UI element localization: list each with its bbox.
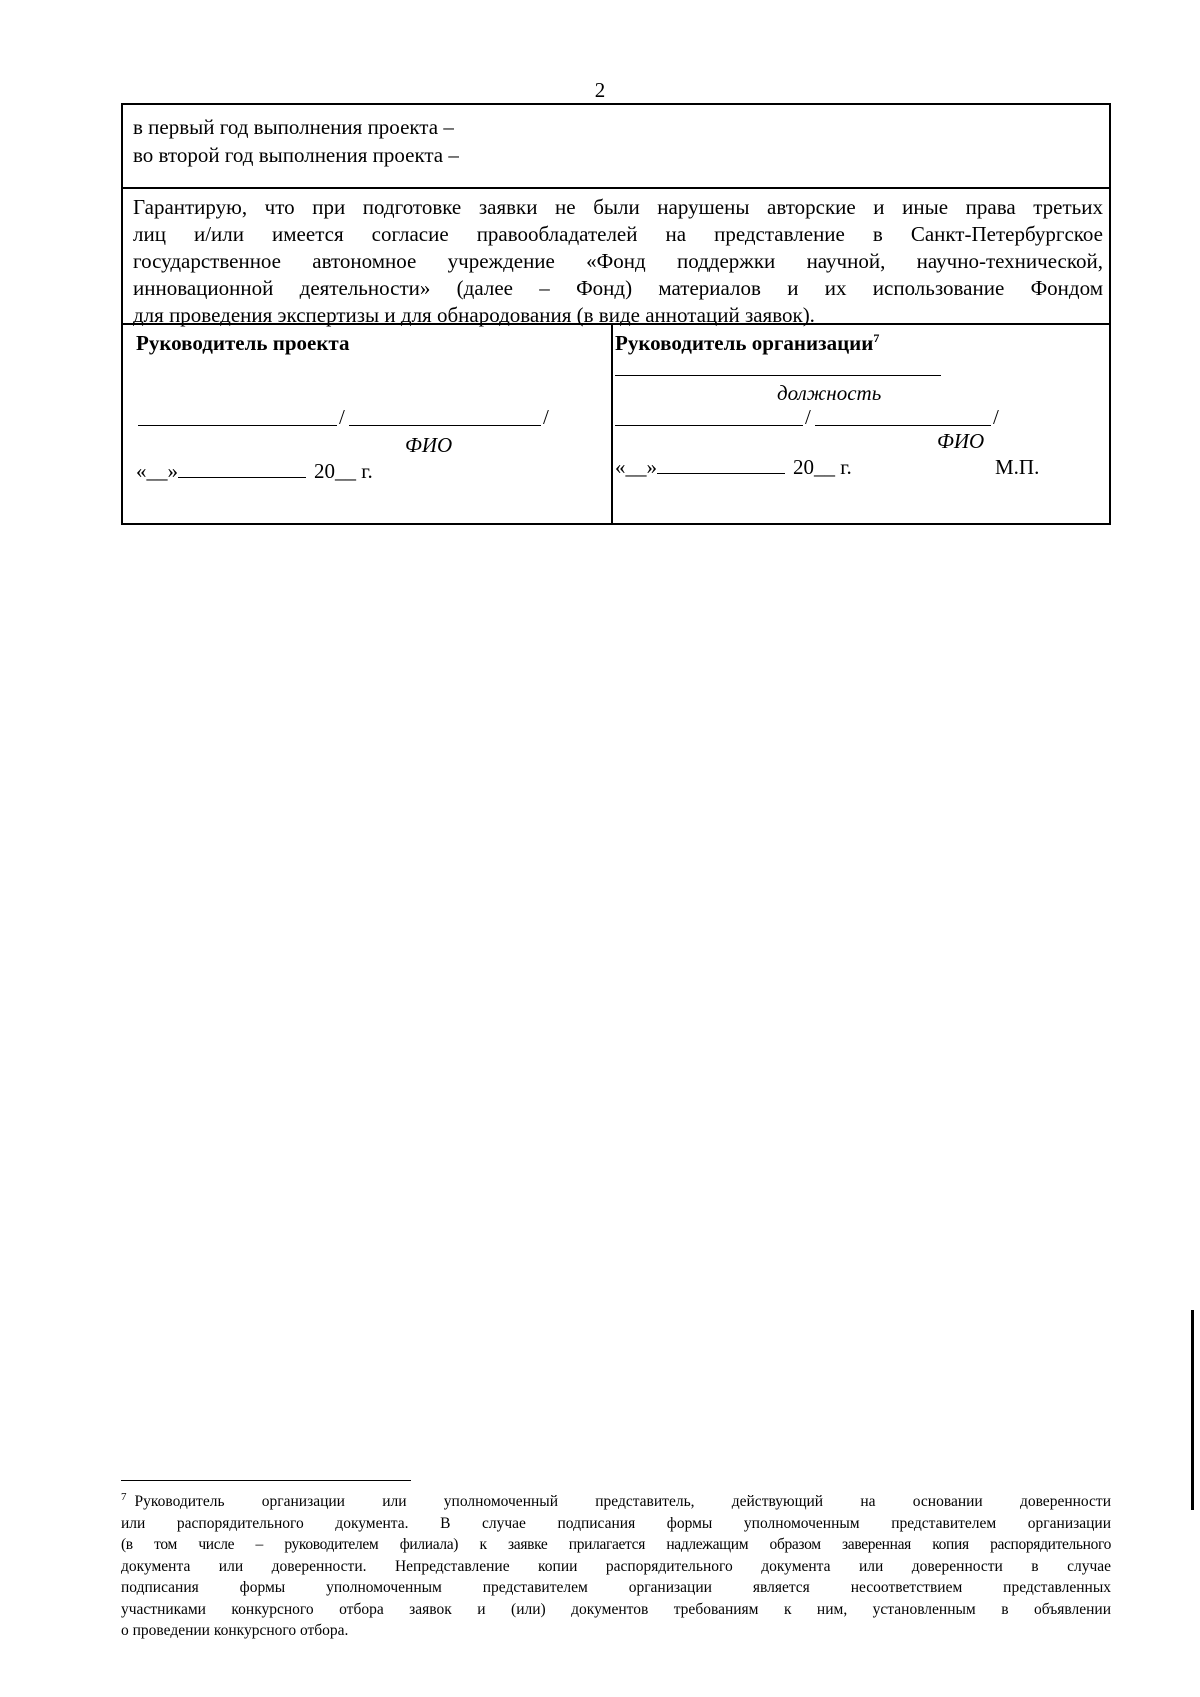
footnote-separator bbox=[121, 1480, 411, 1481]
signature-line bbox=[138, 425, 337, 426]
guarantee-line: государственное автономное учреждение «Фонд поддержки научной, научно-технической, bbox=[133, 249, 1103, 273]
signature-line bbox=[615, 425, 803, 426]
footnote-line: о проведении конкурсного отбора. bbox=[121, 1622, 349, 1639]
date-day: «__» bbox=[615, 455, 657, 479]
footnote-line: подписания формы уполномоченным представителем организации является несоответствием представленных bbox=[121, 1579, 1111, 1596]
guarantee-line: Гарантирую, что при подготовке заявки не были нарушены авторские и иные права третьих bbox=[133, 195, 1103, 219]
project-head-title: Руководитель проекта bbox=[136, 331, 350, 355]
signature-separator: / bbox=[339, 405, 345, 429]
fio-line bbox=[815, 425, 991, 426]
guarantee-line: лиц и/или имеется согласие правообладателей на представление в Санкт-Петербургское bbox=[133, 222, 1103, 246]
stamp-placeholder: М.П. bbox=[995, 455, 1040, 479]
second-year-label: во второй год выполнения проекта – bbox=[133, 143, 459, 167]
page-number: 2 bbox=[594, 78, 606, 102]
date-year: 20__ г. bbox=[793, 455, 852, 479]
footnote-line: (в том числе – руководителем филиала) к заявке прилагается надлежащим образом заверенная копия распорядительного bbox=[121, 1536, 1111, 1553]
project-head-signature-block bbox=[123, 325, 613, 523]
position-line bbox=[615, 375, 941, 376]
project-head-date bbox=[136, 459, 373, 484]
guarantee-line: инновационной деятельности» (далее – Фонд) материалов и их использование Фондом bbox=[133, 276, 1103, 300]
org-head-title: Руководитель организации$^7$ bbox=[615, 331, 880, 355]
first-year-label: в первый год выполнения проекта – bbox=[133, 115, 454, 139]
footnote-reference: 7 bbox=[873, 331, 880, 345]
date-day: «__» bbox=[136, 459, 178, 483]
org-head-date bbox=[615, 455, 852, 480]
fio-line bbox=[349, 425, 541, 426]
date-month-line bbox=[657, 455, 785, 474]
project-years-row bbox=[123, 105, 1109, 189]
scan-edge-mark bbox=[1191, 1310, 1194, 1510]
position-caption: должность bbox=[777, 381, 882, 405]
application-form-table bbox=[121, 103, 1111, 525]
footnote-line: документа или доверенности. Непредставление копии распорядительного документа или доверенности в случае bbox=[121, 1557, 1111, 1575]
signature-separator: / bbox=[993, 405, 999, 429]
guarantee-statement bbox=[123, 189, 1109, 325]
signatures-row bbox=[123, 325, 1109, 523]
date-year: 20__ г. bbox=[314, 459, 373, 483]
fio-caption: ФИО bbox=[405, 433, 453, 457]
org-head-signature-block bbox=[613, 325, 1109, 523]
footnote-line: $^7$ Руководитель организации или уполномоченный представитель, действующий на основании доверенности bbox=[121, 1490, 1111, 1510]
signature-separator: / bbox=[543, 405, 549, 429]
date-month-line bbox=[178, 459, 306, 478]
fio-caption: ФИО bbox=[937, 429, 985, 453]
footnote bbox=[121, 1491, 1111, 1642]
footnote-mark: 7 bbox=[121, 1490, 127, 1503]
signature-separator: / bbox=[805, 405, 811, 429]
guarantee-line: для проведения экспертизы и для обнародования (в виде аннотаций заявок). bbox=[133, 303, 815, 327]
footnote-line: участниками конкурсного отбора заявок и (или) документов требованиям к ним, установленным в объявлении bbox=[121, 1600, 1111, 1618]
footnote-line: или распорядительного документа. В случае подписания формы уполномоченным представителем организации bbox=[121, 1514, 1111, 1532]
